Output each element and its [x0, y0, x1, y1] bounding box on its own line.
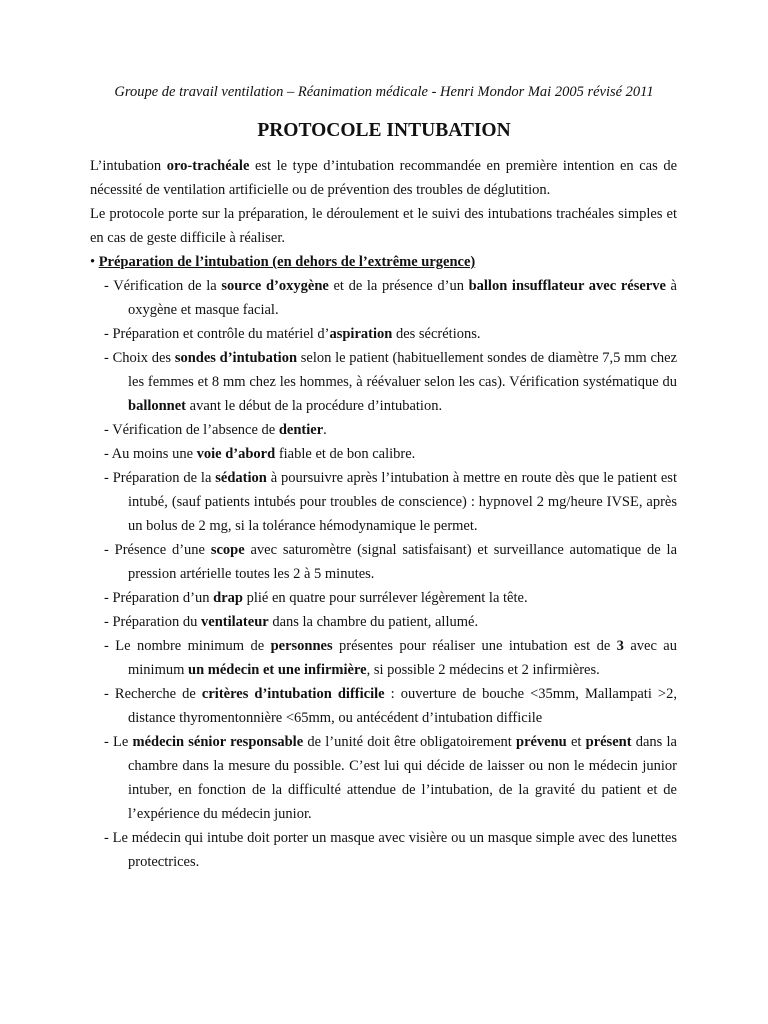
- list-item: [90, 466, 677, 538]
- document-title: PROTOCOLE INTUBATION: [257, 120, 511, 141]
- text-run: à oxygène et masque facial.: [128, 278, 677, 318]
- list-item: [90, 418, 677, 442]
- section-heading: [90, 250, 677, 274]
- section-title: Préparation de l’intubation (en dehors de l’extrême urgence): [98, 254, 476, 270]
- text-run: présentes pour réaliser une intubation est de: [332, 638, 617, 654]
- intro-paragraph: [90, 202, 677, 250]
- text-run: fiable et de bon calibre.: [275, 446, 416, 462]
- text-run: : ouverture de bouche <35mm, Mallampati >2, distance thyromentonnière <65mm, ou antécédent d’intubation difficile: [128, 686, 677, 726]
- bold-text: drap: [213, 590, 243, 606]
- bold-text: médecin sénior responsable: [132, 734, 304, 750]
- text-run: plié en quatre pour surrélever légèrement la tête.: [242, 590, 528, 606]
- bold-text: dentier: [278, 422, 324, 438]
- text-run: à poursuivre après l’intubation à mettre en route dès que le patient est intubé, (sauf patients intubés pour troubles de conscience) : hypnovel 2 mg/heure IVSE, après un bolus de 2 mg, si la tolérance hémodynamique le permet.: [128, 470, 677, 534]
- bold-text: critères d’intubation difficile: [201, 686, 385, 702]
- bold-text: voie d’abord: [196, 446, 276, 462]
- bold-text: ballonnet: [128, 398, 187, 414]
- text-run: dans la chambre du patient, allumé.: [268, 614, 479, 630]
- text-run: L’intubation: [90, 158, 167, 174]
- list-item: [90, 538, 677, 586]
- text-run: Le protocole porte sur la préparation, le déroulement et le suivi des intubations trachéales simples et en cas de geste difficile à réaliser.: [90, 206, 677, 246]
- list-item: [90, 274, 677, 322]
- text-run: de l’unité doit être obligatoirement: [303, 734, 516, 750]
- bold-text: présent: [585, 734, 632, 750]
- text-run: avant le début de la procédure d’intubation.: [186, 398, 443, 414]
- text-run: - Préparation d’un: [104, 590, 214, 606]
- bold-text: ballon insufflateur avec réserve: [468, 278, 666, 294]
- text-run: - Préparation du: [104, 614, 202, 630]
- list-item: [90, 610, 677, 634]
- list-item: [90, 346, 677, 418]
- text-run: est le type d’intubation recommandée en première intention en cas de nécessité de ventilation artificielle ou de prévention des troubles de déglutition.: [90, 158, 678, 198]
- text-run: - Présence d’une: [104, 542, 211, 558]
- text-run: - Recherche de: [104, 686, 202, 702]
- bold-text: source d’oxygène: [221, 278, 329, 294]
- text-run: , si possible 2 médecins et 2 infirmières.: [366, 662, 600, 678]
- text-run: - Préparation et contrôle du matériel d’: [104, 326, 330, 342]
- intro-paragraphs: [90, 154, 677, 250]
- text-run: des sécrétions.: [392, 326, 481, 342]
- text-run: - Vérification de l’absence de: [104, 422, 279, 438]
- bold-text: 3: [616, 638, 624, 654]
- bullet-glyph: •: [90, 254, 96, 270]
- text-run: avec au minimum: [128, 638, 677, 678]
- text-run: - Le médecin qui intube doit porter un masque avec visière ou un masque simple avec des lunettes protectrices.: [104, 830, 677, 870]
- text-run: .: [323, 422, 327, 438]
- text-run: - Préparation de la: [104, 470, 216, 486]
- bold-text: aspiration: [329, 326, 393, 342]
- document-header: Groupe de travail ventilation – Réanimation médicale - Henri Mondor Mai 2005 révisé 2011: [114, 84, 654, 100]
- bold-text: un médecin et une infirmière: [188, 662, 367, 678]
- text-run: - Au moins une: [104, 446, 197, 462]
- preparation-list: [90, 274, 677, 874]
- intro-paragraph: [90, 154, 677, 202]
- text-run: - Le nombre minimum de: [104, 638, 271, 654]
- list-item: [90, 682, 677, 730]
- list-item: [90, 442, 677, 466]
- bold-text: sondes d’intubation: [174, 350, 298, 366]
- bold-text: personnes: [270, 638, 333, 654]
- list-item: [90, 586, 677, 610]
- text-run: - Vérification de la: [104, 278, 222, 294]
- text-run: - Le: [104, 734, 133, 750]
- text-run: et de la présence d’un: [328, 278, 469, 294]
- bold-text: prévenu: [516, 734, 567, 750]
- text-run: avec saturomètre (signal satisfaisant) et surveillance automatique de la pression artérielle toutes les 2 à 5 minutes.: [128, 542, 678, 582]
- list-item: [90, 730, 677, 826]
- text-run: et: [566, 734, 586, 750]
- bold-text: sédation: [215, 470, 267, 486]
- text-run: selon le patient (habituellement sondes de diamètre 7,5 mm chez les femmes et 8 mm chez les hommes, à réévaluer selon les cas). Vérification systématique du: [128, 350, 677, 390]
- document-body: [90, 154, 677, 874]
- list-item: [90, 634, 677, 682]
- bold-text: scope: [210, 542, 245, 558]
- bold-text: ventilateur: [201, 614, 269, 630]
- list-item: [90, 826, 677, 874]
- text-run: - Choix des: [104, 350, 175, 366]
- text-run: dans la chambre dans la mesure du possible. C’est lui qui décide de laisser ou non le médecin junior intuber, en fonction de la difficulté attendue de l’intubation, de la gravité du patient et de l’expérience du médecin junior.: [128, 734, 677, 822]
- bold-text: oro-trachéale: [166, 158, 250, 174]
- list-item: [90, 322, 677, 346]
